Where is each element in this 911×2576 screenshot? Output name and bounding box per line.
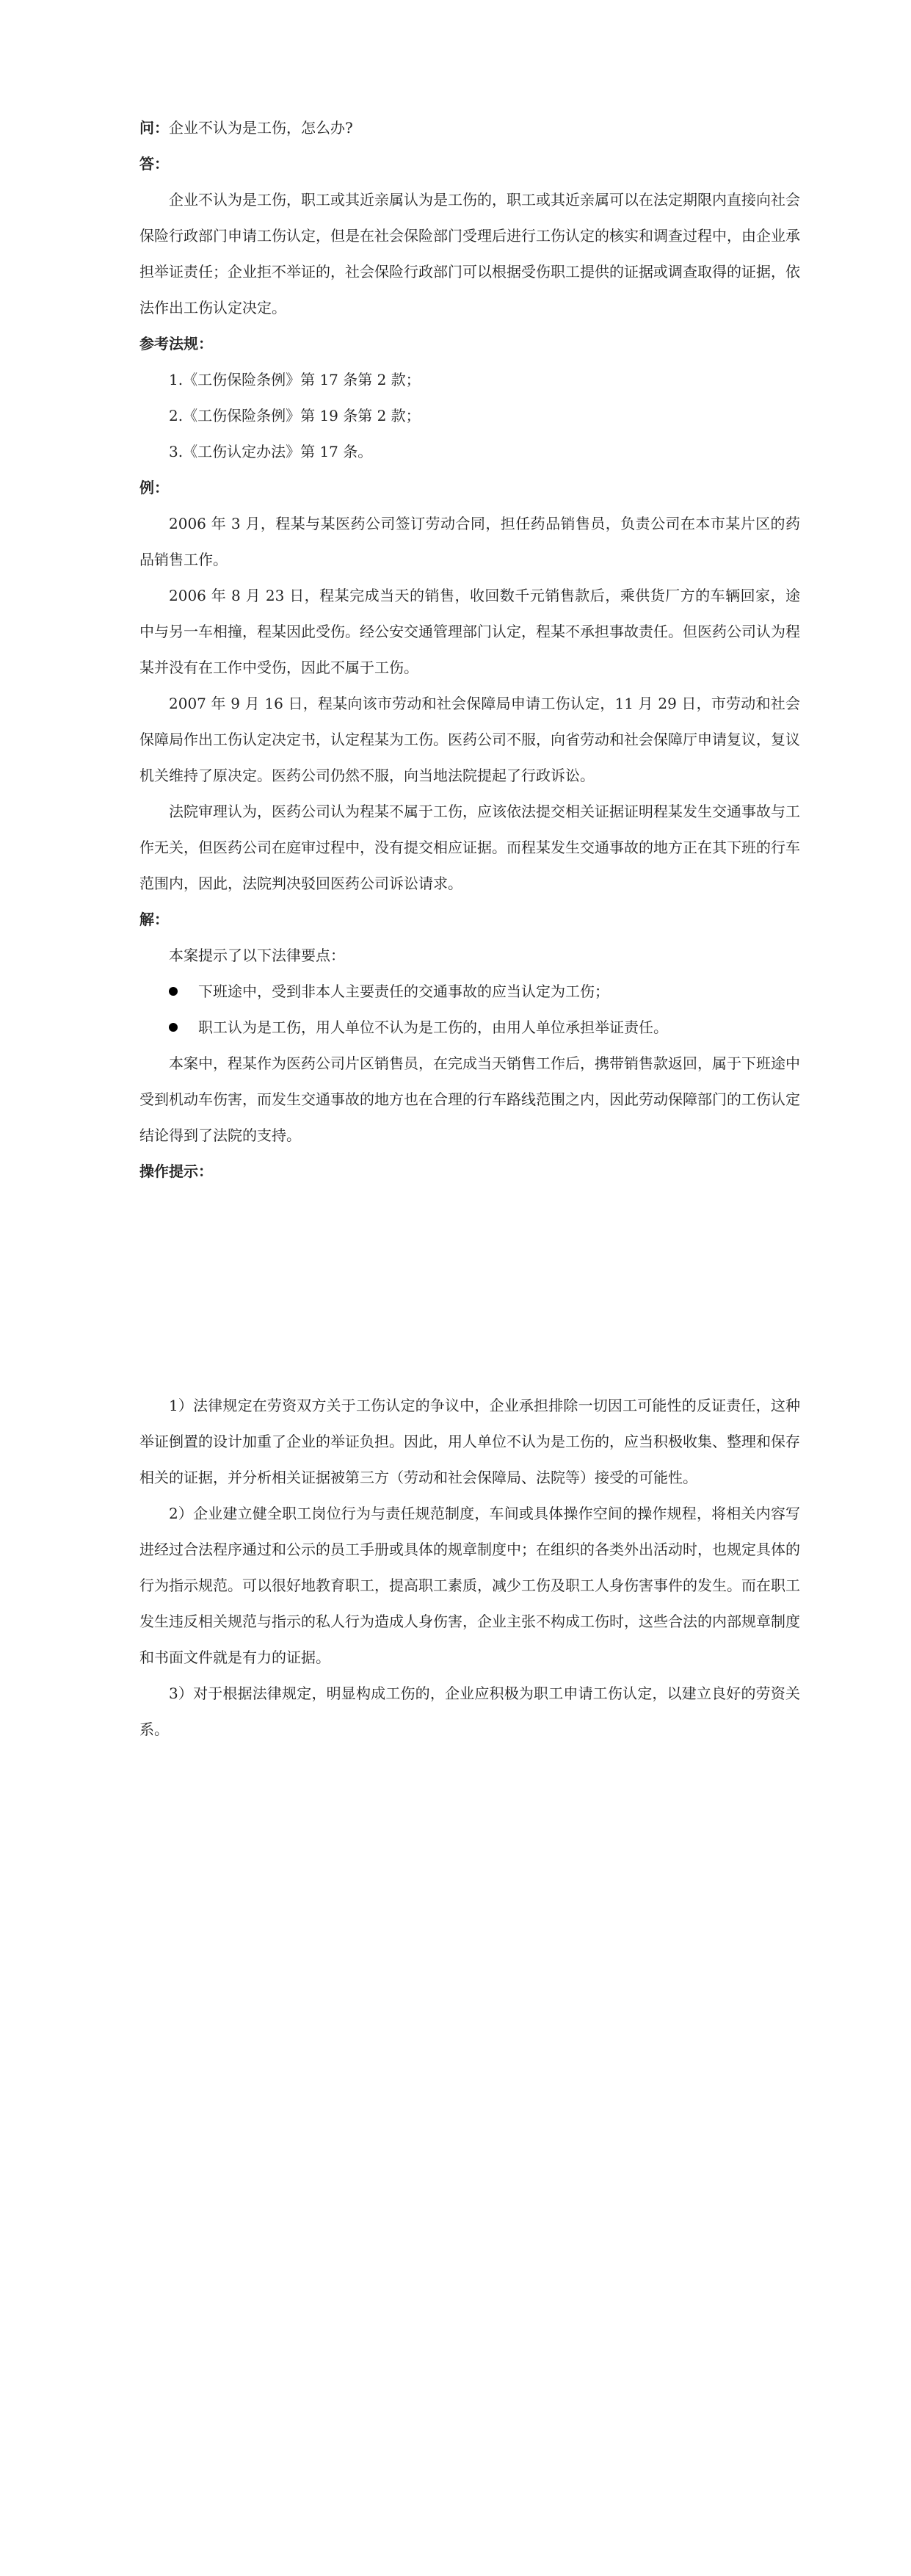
example-label: 例： [139,479,169,496]
answer-paragraph: 企业不认为是工伤，职工或其近亲属认为是工伤的，职工或其近亲属可以在法定期限内直接向社会保险行政部门申请工伤认定，但是在社会保险部门受理后进行工伤认定的核实和调查过程中，由企业承担举证责任；企业拒不举证的，社会保险行政部门可以根据受伤职工提供的证据或调查取得的证据，依法作出工伤认定决定。 [139,191,800,316]
question-label: 问： [139,119,169,137]
analysis-bullet-item [139,974,800,1010]
analysis-label: 解： [139,911,169,928]
example-paragraph: 法院审理认为，医药公司认为程某不属于工伤，应该依法提交相关证据证明程某发生交通事故与工作无关，但医药公司在庭审过程中，没有提交相应证据。而程某发生交通事故的地方正在其下班的行车范围内，因此，法院判决驳回医药公司诉讼请求。 [139,803,800,892]
analysis-bullet-text: 下班途中，受到非本人主要责任的交通事故的应当认定为工伤； [198,983,609,1000]
example-paragraph: 2007 年 9 月 16 日，程某向该市劳动和社会保障局申请工伤认定，11 月 29 日，市劳动和社会保障局作出工伤认定决定书，认定程某为工伤。医药公司不服，向省劳动和社会保障厅申请复议，复议机关维持了原决定。医药公司仍然不服，向当地法院提起了行政诉讼。 [139,695,800,784]
tip-paragraph: 2）企业建立健全职工岗位行为与责任规范制度，车间或具体操作空间的操作规程，将相关内容写进经过合法程序通过和公示的员工手册或具体的规章制度中；在组织的各类外出活动时，也规定具体的行为指示规范。可以很好地教育职工，提高职工素质，减少工伤及职工人身伤害事件的发生。而在职工发生违反相关规范与指示的私人行为造成人身伤害，企业主张不构成工伤时，这些合法的内部规章制度和书面文件就是有力的证据。 [139,1505,800,1666]
example-paragraph: 2006 年 8 月 23 日，程某完成当天的销售，收回数千元销售款后，乘供货厂方的车辆回家，途中与另一车相撞，程某因此受伤。经公安交通管理部门认定，程某不承担事故责任。但医药公司认为程某并没有在工作中受伤，因此不属于工伤。 [139,587,800,676]
question-text: 企业不认为是工伤，怎么办? [169,119,353,137]
analysis-intro: 本案提示了以下法律要点： [169,947,345,964]
question-line [139,110,800,146]
bullet-dot-icon [169,1023,178,1032]
reference-item: 2.《工伤保险条例》第 19 条第 2 款； [169,407,421,424]
example-paragraph: 2006 年 3 月，程某与某医药公司签订劳动合同，担任药品销售员，负责公司在本市某片区的药品销售工作。 [139,515,800,568]
document-page [139,110,800,1748]
analysis-conclusion: 本案中，程某作为医药公司片区销售员，在完成当天销售工作后，携带销售款返回，属于下班途中受到机动车伤害，而发生交通事故的地方也在合理的行车路线范围之内，因此劳动保障部门的工伤认定结论得到了法院的支持。 [139,1054,800,1144]
tip-paragraph: 3）对于根据法律规定，明显构成工伤的，企业应积极为职工申请工伤认定，以建立良好的劳资关系。 [139,1685,800,1738]
reference-item: 3.《工伤认定办法》第 17 条。 [169,443,373,460]
answer-label: 答： [139,155,169,173]
bullet-dot-icon [169,987,178,996]
references-label: 参考法规： [139,335,213,352]
reference-item: 1.《工伤保险条例》第 17 条第 2 款； [169,371,421,388]
analysis-bullet-item [139,1010,800,1046]
analysis-bullet-text: 职工认为是工伤，用人单位不认为是工伤的，由用人单位承担举证责任。 [198,1019,668,1036]
blank-gap [139,1190,800,1388]
tip-paragraph: 1）法律规定在劳资双方关于工伤认定的争议中，企业承担排除一切因工可能性的反证责任，这种举证倒置的设计加重了企业的举证负担。因此，用人单位不认为是工伤的，应当积极收集、整理和保存相关的证据，并分析相关证据被第三方（劳动和社会保障局、法院等）接受的可能性。 [139,1397,800,1486]
tips-label: 操作提示： [139,1162,213,1180]
